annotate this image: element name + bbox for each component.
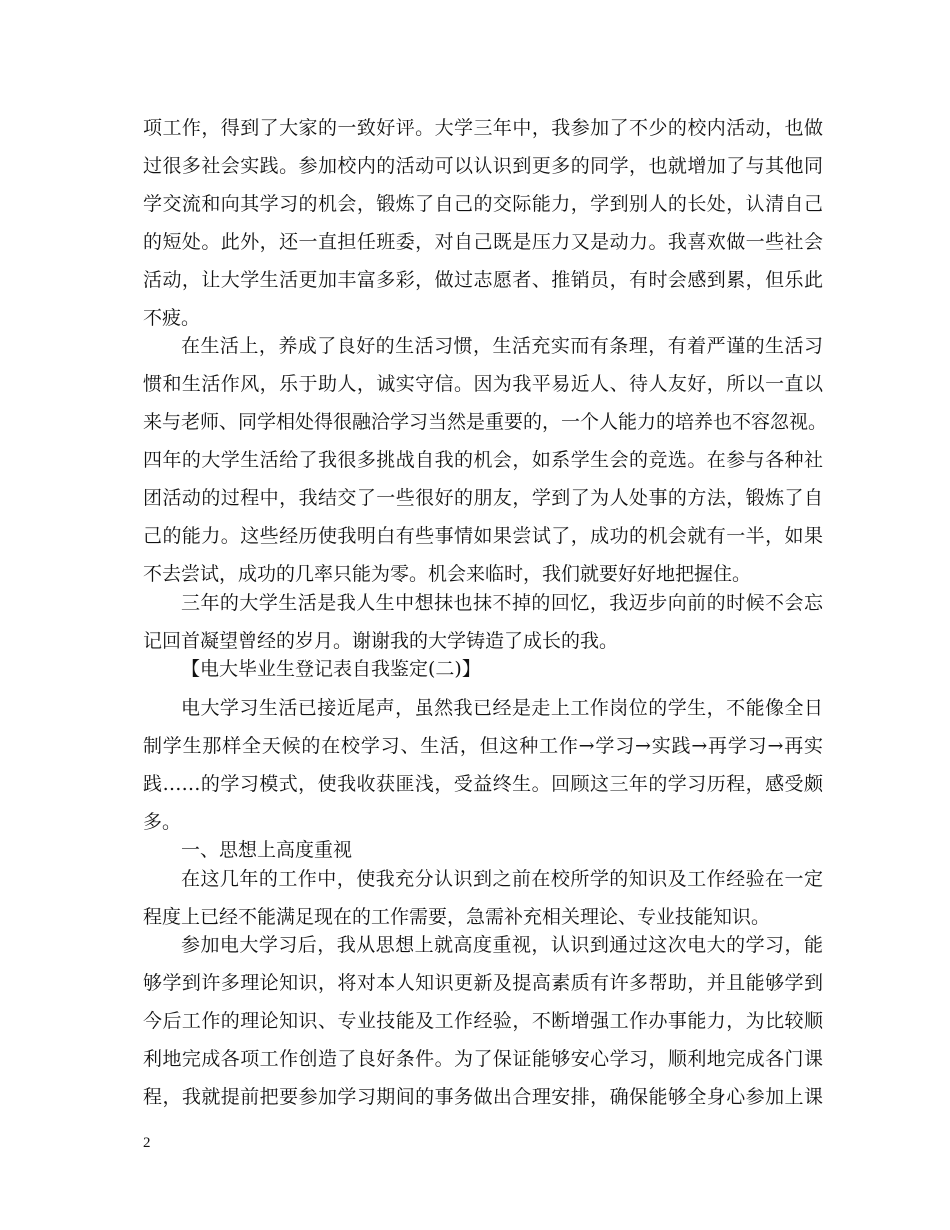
text-line: 过很多社会实践。参加校内的活动可以认识到更多的同学，也就增加了与其他同 xyxy=(143,155,823,177)
text-line: 项工作，得到了大家的一致好评。大学三年中，我参加了不少的校内活动，也做 xyxy=(143,117,823,139)
text-line: 四年的大学生活给了我很多挑战自我的机会，如系学生会的竞选。在参与各种社 xyxy=(143,449,823,471)
text-line: 多。 xyxy=(143,811,182,833)
text-line: 利地完成各项工作创造了良好条件。为了保证能够安心学习，顺利地完成各门课 xyxy=(143,1048,823,1070)
text-line: 团活动的过程中，我结交了一些很好的朋友，学到了为人处事的方法，锻炼了自 xyxy=(143,487,823,509)
text-line: 程，我就提前把要参加学习期间的事务做出合理安排，确保能够全身心参加上课 xyxy=(143,1086,823,1108)
text-line: 不去尝试，成功的几率只能为零。机会来临时，我们就要好好地把握住。 xyxy=(143,563,752,585)
text-line: 程度上已经不能满足现在的工作需要，急需补充相关理论、专业技能知识。 xyxy=(143,906,771,928)
text-line: 来与老师、同学相处得很融洽学习当然是重要的，一个人能力的培养也不容忽视。 xyxy=(143,411,828,433)
text-line: 在这几年的工作中，使我充分认识到之前在校所学的知识及工作经验在一定 xyxy=(181,868,823,890)
text-line: 够学到许多理论知识，将对本人知识更新及提高素质有许多帮助，并且能够学到 xyxy=(143,972,823,994)
text-line: 活动，让大学生活更加丰富多彩，做过志愿者、推销员，有时会感到累，但乐此 xyxy=(143,269,823,291)
text-line: 电大学习生活已接近尾声，虽然我已经是走上工作岗位的学生，不能像全日 xyxy=(181,697,823,719)
text-line: 记回首凝望曾经的岁月。谢谢我的大学铸造了成长的我。 xyxy=(143,630,619,652)
text-line: 制学生那样全天候的在校学习、生活，但这种工作→学习→实践→再学习→再实 xyxy=(143,735,823,757)
text-line: 学交流和向其学习的机会，锻炼了自己的交际能力，学到别人的长处，认清自己 xyxy=(143,193,823,215)
text-line: 参加电大学习后，我从思想上就高度重视，认识到通过这次电大的学习，能 xyxy=(181,934,823,956)
text-line: 不疲。 xyxy=(143,307,201,329)
text-line: 己的能力。这些经历使我明白有些事情如果尝试了，成功的机会就有一半，如果 xyxy=(143,525,823,547)
text-line: 践……的学习模式，使我收获匪浅，受益终生。回顾这三年的学习历程，感受颇 xyxy=(143,773,823,795)
text-line: 三年的大学生活是我人生中想抹也抹不掉的回忆，我迈步向前的时候不会忘 xyxy=(181,592,823,614)
section-heading: 【电大毕业生登记表自我鉴定(二)】 xyxy=(181,658,481,680)
text-line: 的短处。此外，还一直担任班委，对自己既是压力又是动力。我喜欢做一些社会 xyxy=(143,231,823,253)
subsection-heading: 一、思想上高度重视 xyxy=(181,839,353,861)
text-line: 惯和生活作风，乐于助人，诚实守信。因为我平易近人、待人友好，所以一直以 xyxy=(143,373,823,395)
text-line: 今后工作的理论知识、专业技能及工作经验，不断增强工作办事能力，为比较顺 xyxy=(143,1010,823,1032)
page-number: 2 xyxy=(143,1135,151,1151)
text-line: 在生活上，养成了良好的生活习惯，生活充实而有条理，有着严谨的生活习 xyxy=(181,335,823,357)
